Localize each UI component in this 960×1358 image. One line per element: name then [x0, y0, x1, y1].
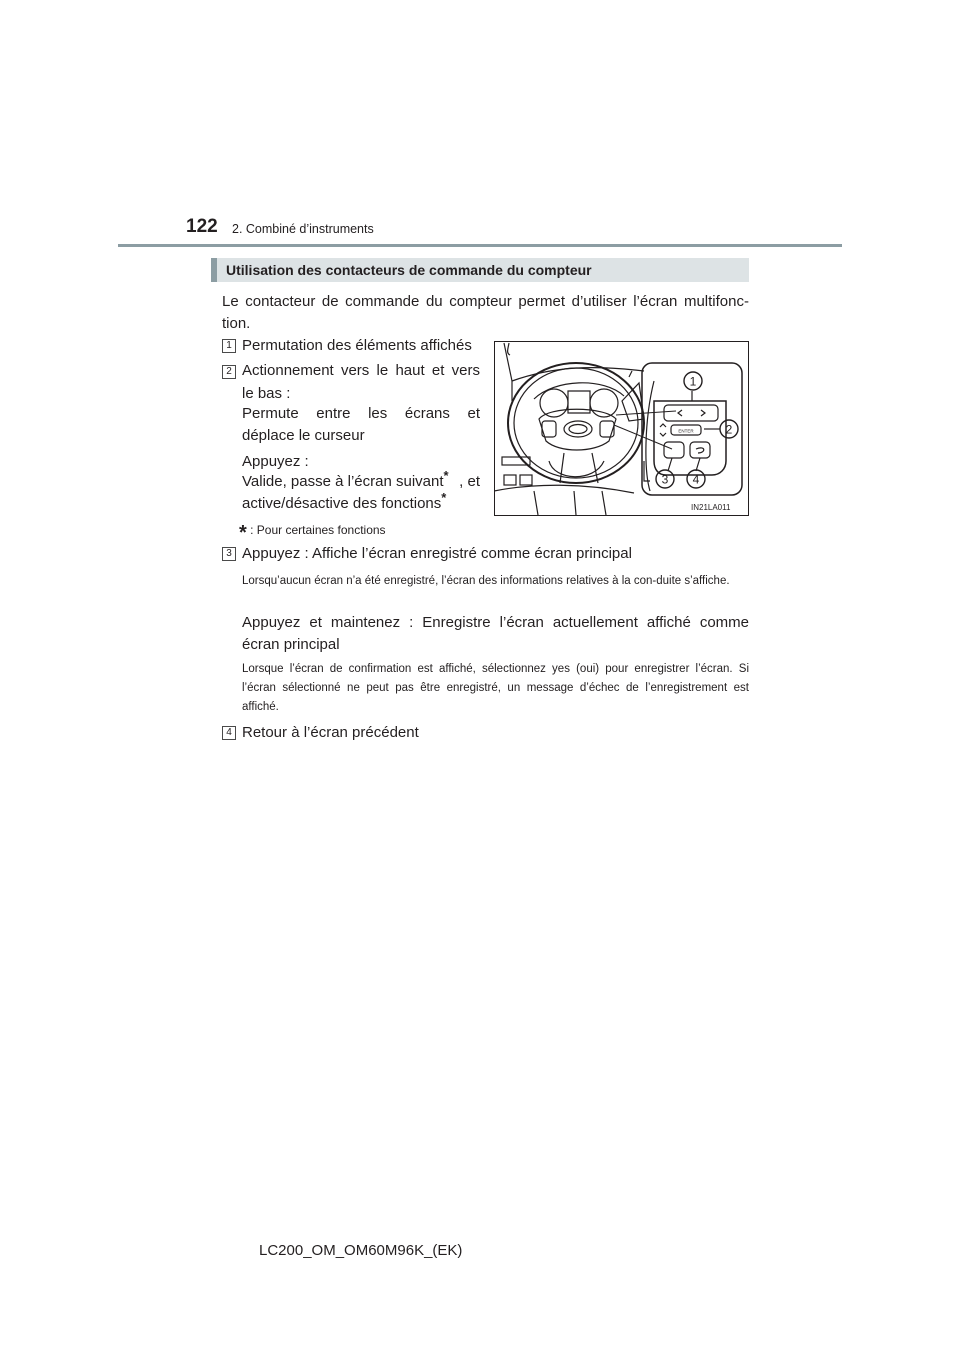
chapter-title: 2. Combiné d’instruments — [232, 222, 374, 236]
callout-3: 3 — [661, 472, 669, 487]
footnote — [239, 517, 386, 544]
intro-paragraph: Le contacteur de commande du compteur permet d’utiliser l’écran multifonc-tion. — [222, 293, 749, 332]
header-rule — [118, 244, 842, 247]
item-2-press-line3 — [242, 490, 447, 515]
item-3-note-1: Lorsqu’aucun écran n’a été enregistré, l’écran des informations relatives à la con-duite s’affiche. — [242, 575, 730, 587]
item-2-press-line3-text: active/désactive des fonctions — [242, 495, 442, 512]
item-2-press-end: , et — [459, 473, 480, 490]
item-3-badge: 3 — [222, 547, 236, 561]
item-4-badge: 4 — [222, 726, 236, 740]
figure-code: IN21LA011 — [691, 503, 731, 512]
footnote-mark: * — [443, 468, 449, 483]
item-2-press-label: Appuyez : — [242, 453, 309, 470]
item-3-note-2: Lorsque l’écran de confirmation est affiché, sélectionnez yes (oui) pour enregistrer l’écran. Si l’écran sélectionné ne peut pas être enregistré, un message d’échec de l’enregistrement est affiché. — [242, 663, 749, 713]
item-2-line4: déplace le curseur — [242, 427, 365, 444]
item-2-line1: Actionnement vers le haut et vers — [242, 362, 480, 379]
item-2-line2: le bas : — [242, 385, 291, 402]
callout-2: 2 — [725, 422, 733, 437]
page-number: 122 — [186, 216, 218, 237]
item-3-text-2: Appuyez et maintenez : Enregistre l’écran actuellement affiché comme écran principal — [242, 614, 749, 653]
footnote-text: : Pour certaines fonctions — [246, 523, 386, 537]
footer-code: LC200_OM_OM60M96K_(EK) — [259, 1242, 463, 1259]
item-1-badge: 1 — [222, 339, 236, 353]
item-2-line3: Permute entre les écrans et — [242, 405, 480, 422]
footnote-mark: * — [441, 490, 447, 505]
footnote-star: * — [239, 522, 247, 544]
item-2-press-text: Valide, passe à l’écran suivant — [242, 473, 444, 490]
item-1-text: Permutation des éléments affichés — [242, 337, 472, 354]
enter-button-label: ENTER — [678, 428, 694, 434]
callout-1: 1 — [689, 374, 697, 389]
item-3-text: Appuyez : Affiche l’écran enregistré comme écran principal — [242, 545, 632, 562]
item-2-badge: 2 — [222, 365, 236, 379]
section-heading: Utilisation des contacteurs de commande du compteur — [211, 258, 749, 282]
callout-4: 4 — [692, 472, 700, 487]
steering-wheel-figure — [494, 341, 749, 516]
item-4-text: Retour à l’écran précédent — [242, 724, 419, 741]
